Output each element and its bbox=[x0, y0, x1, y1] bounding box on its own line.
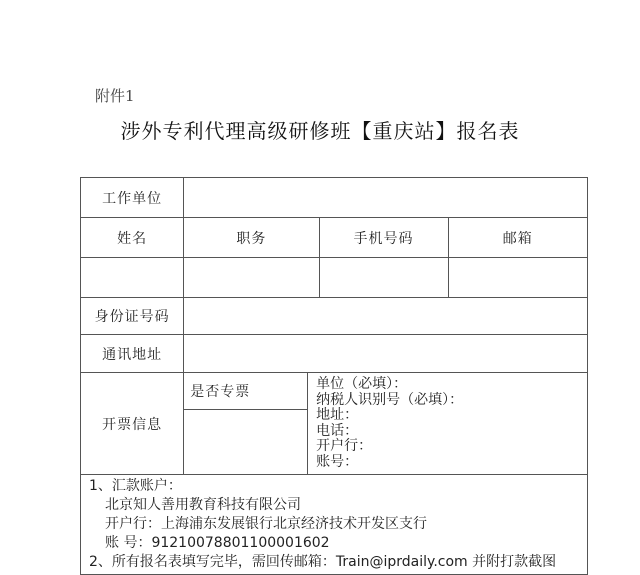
note-submit: 2、所有报名表填写完毕，需回传邮箱：Train@iprdaily.com 并附打款截图 bbox=[89, 554, 557, 570]
work-unit-row bbox=[81, 178, 588, 218]
attachment-label: 附件1 bbox=[95, 87, 135, 105]
position-input[interactable] bbox=[184, 258, 319, 298]
invoice-row-top bbox=[81, 373, 588, 410]
note-remit-title: 1、汇款账户： bbox=[89, 478, 182, 494]
id-number-label: 身份证号码 bbox=[81, 298, 184, 335]
id-row bbox=[81, 298, 588, 335]
invoice-details[interactable] bbox=[308, 373, 588, 475]
page-title: 涉外专利代理高级研修班【重庆站】报名表 bbox=[120, 119, 520, 143]
notes-cell bbox=[81, 475, 588, 575]
invoice-field: 账号： bbox=[316, 453, 359, 470]
col-position: 职务 bbox=[184, 218, 319, 258]
special-invoice-label: 是否专票 bbox=[184, 373, 308, 410]
phone-input[interactable] bbox=[319, 258, 448, 298]
name-input[interactable] bbox=[81, 258, 184, 298]
invoice-field: 地址： bbox=[316, 407, 359, 423]
col-name: 姓名 bbox=[81, 218, 184, 258]
email-input[interactable] bbox=[448, 258, 587, 298]
col-email: 邮箱 bbox=[448, 218, 587, 258]
id-number-input[interactable] bbox=[184, 298, 588, 335]
invoice-field: 开户行： bbox=[316, 438, 373, 454]
note-account: 账 号：91210078801100001602 bbox=[105, 535, 330, 551]
address-row bbox=[81, 335, 588, 373]
special-invoice-input[interactable] bbox=[184, 410, 308, 475]
notes-row bbox=[81, 475, 588, 575]
column-header-row bbox=[81, 218, 588, 258]
note-bank: 开户行：上海浦东发展银行北京经济技术开发区支行 bbox=[105, 516, 427, 532]
attendee-row bbox=[81, 258, 588, 298]
invoice-field: 纳税人识别号（必填）： bbox=[316, 391, 464, 408]
address-label: 通讯地址 bbox=[81, 335, 184, 373]
col-phone: 手机号码 bbox=[319, 218, 448, 258]
address-input[interactable] bbox=[184, 335, 588, 373]
registration-form-table bbox=[80, 177, 588, 575]
invoice-field: 单位（必填）： bbox=[316, 376, 408, 392]
work-unit-label: 工作单位 bbox=[81, 178, 184, 218]
invoice-field: 电话： bbox=[316, 422, 359, 439]
invoice-label: 开票信息 bbox=[81, 373, 184, 475]
note-company: 北京知人善用教育科技有限公司 bbox=[105, 497, 301, 513]
work-unit-input[interactable] bbox=[184, 178, 588, 218]
